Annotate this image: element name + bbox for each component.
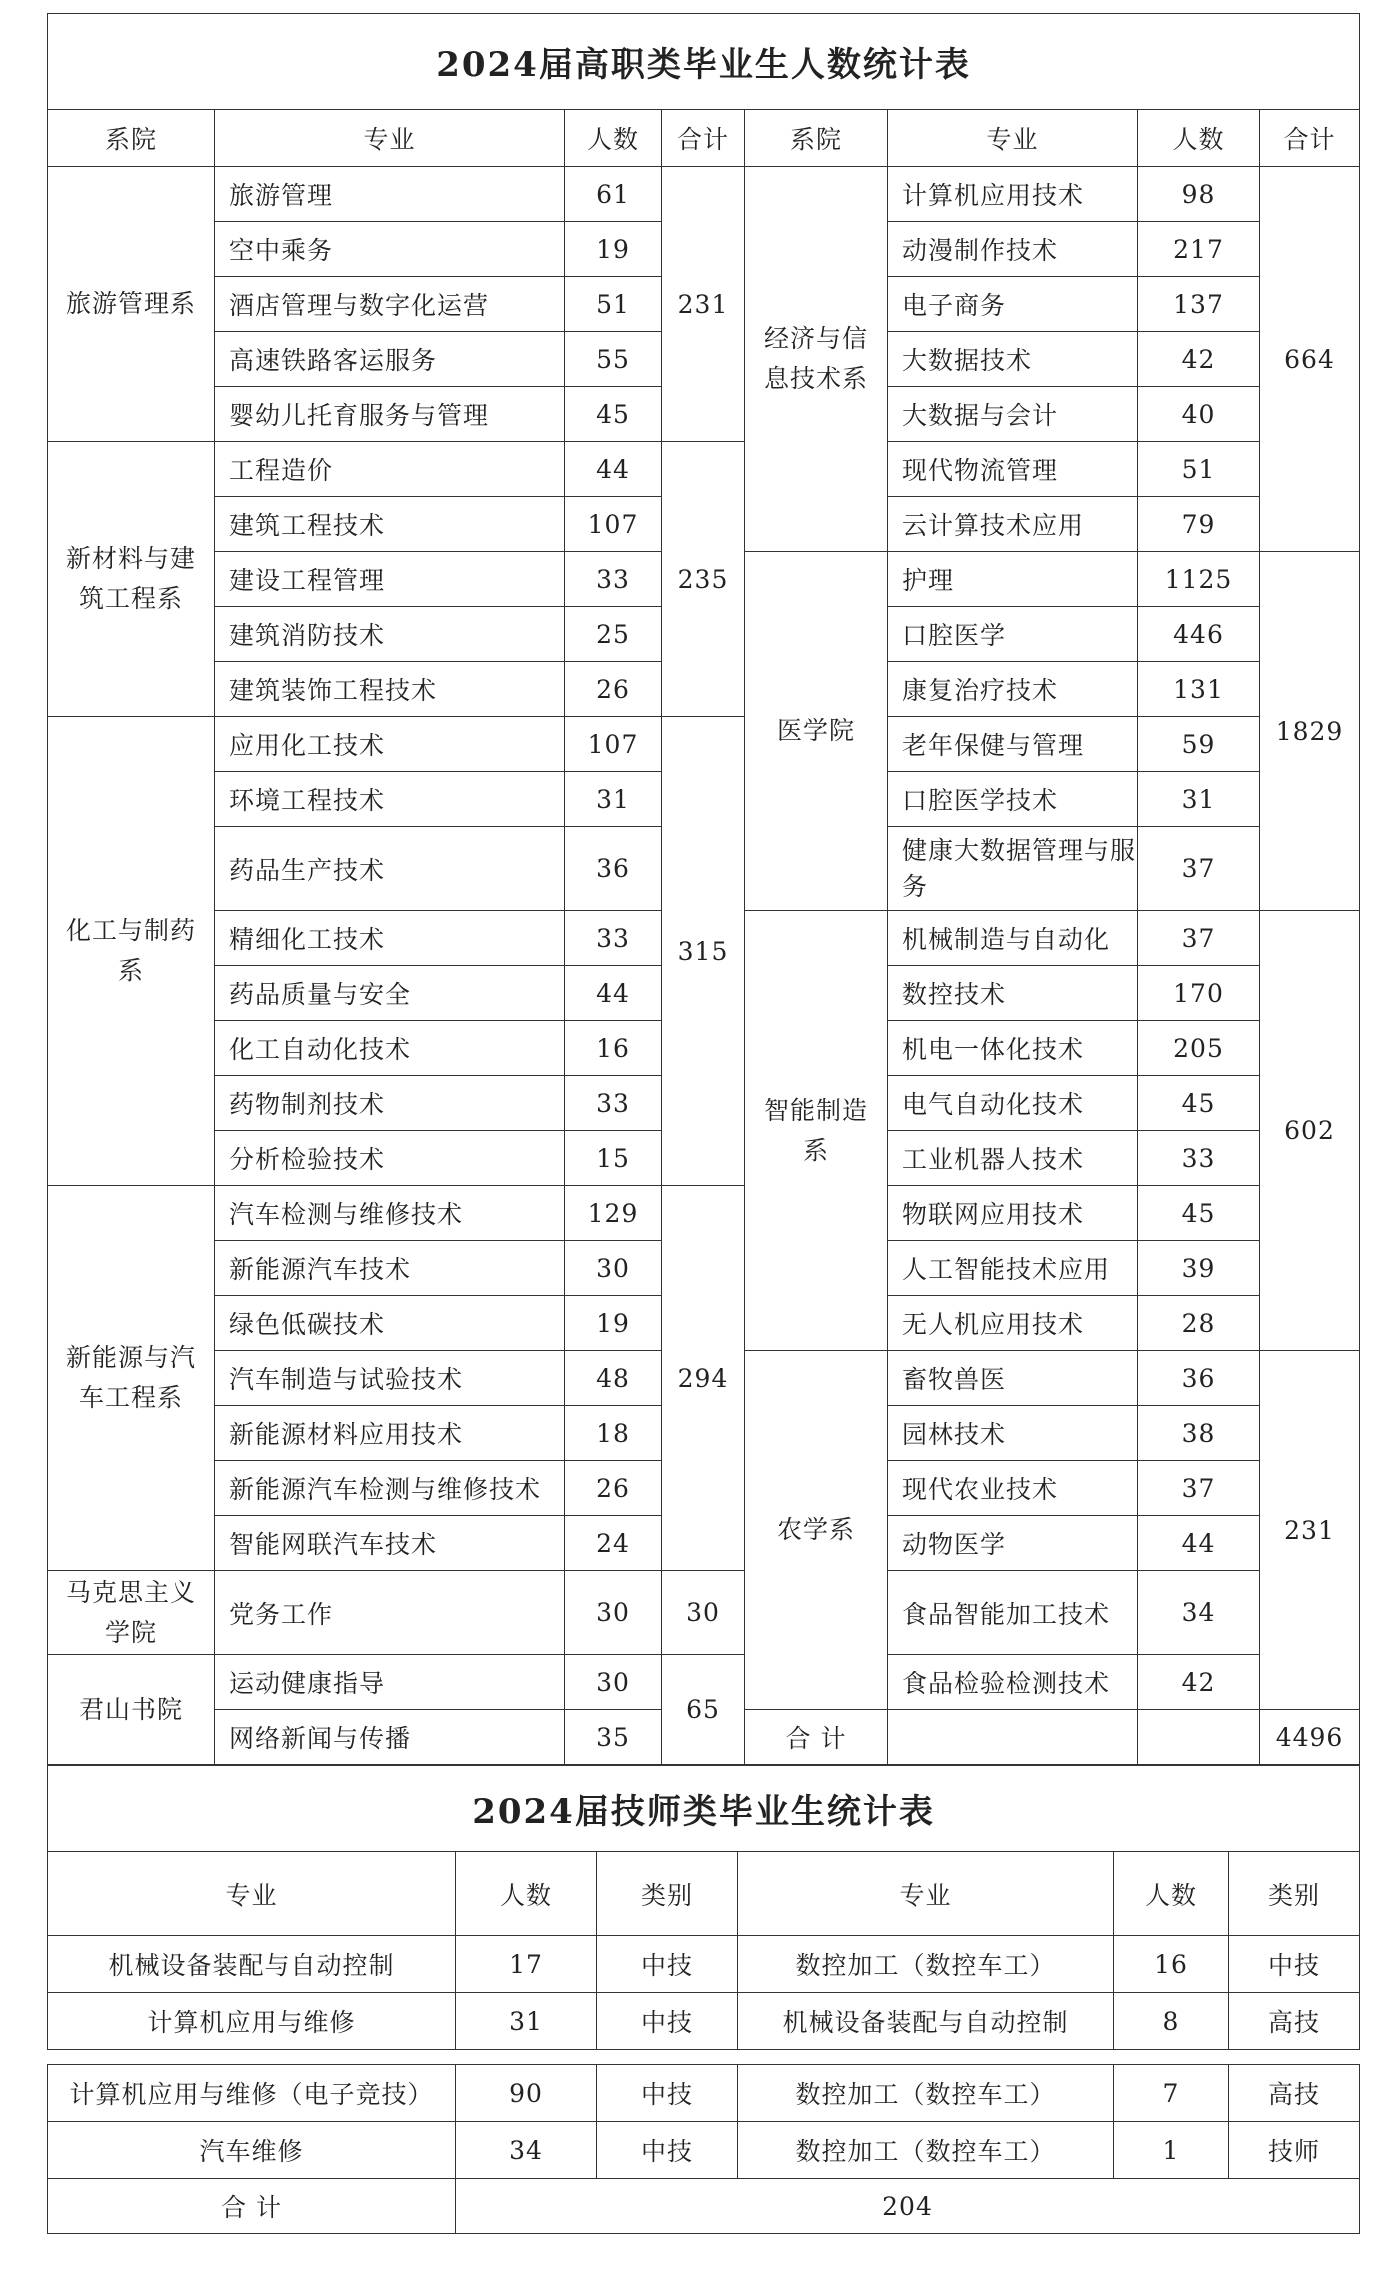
count-cell: 55 <box>565 332 662 387</box>
header-row <box>48 110 1360 167</box>
count-cell: 44 <box>565 966 662 1021</box>
count-cell: 98 <box>1138 167 1260 222</box>
cell: 1 <box>1114 2122 1229 2179</box>
cell: 高技 <box>1229 2065 1360 2122</box>
count-cell: 25 <box>565 607 662 662</box>
count-cell: 1125 <box>1138 552 1260 607</box>
major-cell: 现代物流管理 <box>888 442 1138 497</box>
header-kind: 类别 <box>1229 1852 1360 1936</box>
header-total: 合计 <box>1260 110 1360 167</box>
major-cell: 药品生产技术 <box>215 827 565 911</box>
count-cell: 33 <box>1138 1131 1260 1186</box>
cell: 中技 <box>597 2065 738 2122</box>
total-cell: 1829 <box>1260 552 1360 911</box>
count-cell: 137 <box>1138 277 1260 332</box>
major-cell: 新能源材料应用技术 <box>215 1406 565 1461</box>
dept-cell: 马克思主义学院 <box>48 1571 215 1655</box>
cell: 16 <box>1114 1936 1229 1993</box>
major-cell: 畜牧兽医 <box>888 1351 1138 1406</box>
cell: 计算机应用与维修 <box>48 1993 456 2050</box>
table-row <box>48 1936 1360 1993</box>
major-cell: 应用化工技术 <box>215 717 565 772</box>
count-cell: 39 <box>1138 1241 1260 1296</box>
count-cell: 45 <box>1138 1076 1260 1131</box>
count-cell: 31 <box>565 772 662 827</box>
count-cell: 42 <box>1138 1655 1260 1710</box>
major-cell: 绿色低碳技术 <box>215 1296 565 1351</box>
cell: 数控加工（数控车工） <box>738 1936 1114 1993</box>
header-major: 专业 <box>215 110 565 167</box>
major-cell: 环境工程技术 <box>215 772 565 827</box>
major-cell: 分析检验技术 <box>215 1131 565 1186</box>
empty-cell <box>1138 1710 1260 1765</box>
major-cell: 机电一体化技术 <box>888 1021 1138 1076</box>
count-cell: 59 <box>1138 717 1260 772</box>
major-cell: 护理 <box>888 552 1138 607</box>
cell: 计算机应用与维修（电子竞技） <box>48 2065 456 2122</box>
major-cell: 工业机器人技术 <box>888 1131 1138 1186</box>
total-cell: 231 <box>1260 1351 1360 1710</box>
count-cell: 131 <box>1138 662 1260 717</box>
count-cell: 37 <box>1138 1461 1260 1516</box>
header-total: 合计 <box>662 110 745 167</box>
grand-total-value: 4496 <box>1260 1710 1360 1765</box>
header-row <box>48 1852 1360 1936</box>
count-cell: 34 <box>1138 1571 1260 1655</box>
total-cell: 235 <box>662 442 745 717</box>
major-cell: 大数据与会计 <box>888 387 1138 442</box>
cell: 高技 <box>1229 1993 1360 2050</box>
count-cell: 51 <box>1138 442 1260 497</box>
dept-cell: 智能制造系 <box>745 911 888 1351</box>
major-cell: 建设工程管理 <box>215 552 565 607</box>
major-cell: 运动健康指导 <box>215 1655 565 1710</box>
count-cell: 205 <box>1138 1021 1260 1076</box>
header-dept: 系院 <box>745 110 888 167</box>
count-cell: 48 <box>565 1351 662 1406</box>
header-count: 人数 <box>1114 1852 1229 1936</box>
major-cell: 电子商务 <box>888 277 1138 332</box>
table-row <box>48 442 1360 497</box>
cell: 汽车维修 <box>48 2122 456 2179</box>
count-cell: 18 <box>565 1406 662 1461</box>
major-cell: 网络新闻与传播 <box>215 1710 565 1765</box>
major-cell: 建筑消防技术 <box>215 607 565 662</box>
dept-cell: 经济与信息技术系 <box>745 167 888 552</box>
major-cell: 现代农业技术 <box>888 1461 1138 1516</box>
major-cell: 口腔医学技术 <box>888 772 1138 827</box>
major-cell: 机械制造与自动化 <box>888 911 1138 966</box>
dept-cell: 君山书院 <box>48 1655 215 1765</box>
total-label: 合 计 <box>48 2179 456 2234</box>
major-cell: 新能源汽车检测与维修技术 <box>215 1461 565 1516</box>
major-cell: 无人机应用技术 <box>888 1296 1138 1351</box>
count-cell: 107 <box>565 497 662 552</box>
count-cell: 19 <box>565 1296 662 1351</box>
cell: 17 <box>456 1936 597 1993</box>
count-cell: 38 <box>1138 1406 1260 1461</box>
header-major: 专业 <box>888 110 1138 167</box>
vocational-graduates-table <box>47 13 1360 1765</box>
count-cell: 30 <box>565 1571 662 1655</box>
cell: 90 <box>456 2065 597 2122</box>
count-cell: 45 <box>1138 1186 1260 1241</box>
count-cell: 35 <box>565 1710 662 1765</box>
cell: 中技 <box>597 2122 738 2179</box>
technician-graduates-table-continued <box>47 2064 1360 2234</box>
major-cell: 化工自动化技术 <box>215 1021 565 1076</box>
header-count: 人数 <box>456 1852 597 1936</box>
count-cell: 42 <box>1138 332 1260 387</box>
cell: 31 <box>456 1993 597 2050</box>
major-cell: 精细化工技术 <box>215 911 565 966</box>
table-row <box>48 1993 1360 2050</box>
dept-cell: 新材料与建筑工程系 <box>48 442 215 717</box>
count-cell: 37 <box>1138 827 1260 911</box>
count-cell: 51 <box>565 277 662 332</box>
count-cell: 30 <box>565 1241 662 1296</box>
count-cell: 24 <box>565 1516 662 1571</box>
major-cell: 婴幼儿托育服务与管理 <box>215 387 565 442</box>
technician-graduates-table <box>47 1765 1360 2050</box>
major-cell: 数控技术 <box>888 966 1138 1021</box>
table-row <box>48 2065 1360 2122</box>
count-cell: 40 <box>1138 387 1260 442</box>
major-cell: 物联网应用技术 <box>888 1186 1138 1241</box>
major-cell: 口腔医学 <box>888 607 1138 662</box>
header-dept: 系院 <box>48 110 215 167</box>
major-cell: 工程造价 <box>215 442 565 497</box>
count-cell: 33 <box>565 1076 662 1131</box>
count-cell: 45 <box>565 387 662 442</box>
dept-cell: 医学院 <box>745 552 888 911</box>
major-cell: 党务工作 <box>215 1571 565 1655</box>
major-cell: 酒店管理与数字化运营 <box>215 277 565 332</box>
major-cell: 高速铁路客运服务 <box>215 332 565 387</box>
major-cell: 云计算技术应用 <box>888 497 1138 552</box>
major-cell: 旅游管理 <box>215 167 565 222</box>
major-cell: 电气自动化技术 <box>888 1076 1138 1131</box>
count-cell: 28 <box>1138 1296 1260 1351</box>
major-cell: 建筑装饰工程技术 <box>215 662 565 717</box>
cell: 机械设备装配与自动控制 <box>738 1993 1114 2050</box>
major-cell: 健康大数据管理与服务 <box>888 827 1138 911</box>
table-title: 2024届高职类毕业生人数统计表 <box>48 14 1360 110</box>
cell: 数控加工（数控车工） <box>738 2122 1114 2179</box>
major-cell: 动物医学 <box>888 1516 1138 1571</box>
count-cell: 36 <box>1138 1351 1260 1406</box>
major-cell: 汽车制造与试验技术 <box>215 1351 565 1406</box>
major-cell: 新能源汽车技术 <box>215 1241 565 1296</box>
major-cell: 食品智能加工技术 <box>888 1571 1138 1655</box>
major-cell: 食品检验检测技术 <box>888 1655 1138 1710</box>
empty-cell <box>888 1710 1138 1765</box>
total-cell: 664 <box>1260 167 1360 552</box>
dept-cell: 化工与制药系 <box>48 717 215 1186</box>
major-cell: 园林技术 <box>888 1406 1138 1461</box>
table-row <box>48 1186 1360 1241</box>
count-cell: 19 <box>565 222 662 277</box>
count-cell: 217 <box>1138 222 1260 277</box>
count-cell: 33 <box>565 911 662 966</box>
major-cell: 计算机应用技术 <box>888 167 1138 222</box>
total-cell: 602 <box>1260 911 1360 1351</box>
dept-cell: 农学系 <box>745 1351 888 1710</box>
major-cell: 药物制剂技术 <box>215 1076 565 1131</box>
table-row <box>48 167 1360 222</box>
count-cell: 36 <box>565 827 662 911</box>
count-cell: 37 <box>1138 911 1260 966</box>
count-cell: 31 <box>1138 772 1260 827</box>
cell: 数控加工（数控车工） <box>738 2065 1114 2122</box>
dept-cell: 旅游管理系 <box>48 167 215 442</box>
cell: 中技 <box>1229 1936 1360 1993</box>
table-title: 2024届技师类毕业生统计表 <box>48 1766 1360 1852</box>
grand-total-label: 合 计 <box>745 1710 888 1765</box>
table-row <box>48 2122 1360 2179</box>
count-cell: 33 <box>565 552 662 607</box>
major-cell: 建筑工程技术 <box>215 497 565 552</box>
table-row <box>48 1655 1360 1710</box>
major-cell: 汽车检测与维修技术 <box>215 1186 565 1241</box>
major-cell: 康复治疗技术 <box>888 662 1138 717</box>
major-cell: 老年保健与管理 <box>888 717 1138 772</box>
total-cell: 231 <box>662 167 745 442</box>
count-cell: 61 <box>565 167 662 222</box>
count-cell: 15 <box>565 1131 662 1186</box>
count-cell: 30 <box>565 1655 662 1710</box>
cell: 34 <box>456 2122 597 2179</box>
count-cell: 129 <box>565 1186 662 1241</box>
total-cell: 65 <box>662 1655 745 1765</box>
count-cell: 16 <box>565 1021 662 1076</box>
header-kind: 类别 <box>597 1852 738 1936</box>
major-cell: 大数据技术 <box>888 332 1138 387</box>
cell: 中技 <box>597 1993 738 2050</box>
count-cell: 44 <box>1138 1516 1260 1571</box>
total-row <box>48 2179 1360 2234</box>
count-cell: 26 <box>565 662 662 717</box>
major-cell: 动漫制作技术 <box>888 222 1138 277</box>
total-cell: 315 <box>662 717 745 1186</box>
table-row <box>48 1571 1360 1655</box>
header-count: 人数 <box>1138 110 1260 167</box>
total-cell: 294 <box>662 1186 745 1571</box>
major-cell: 智能网联汽车技术 <box>215 1516 565 1571</box>
count-cell: 26 <box>565 1461 662 1516</box>
count-cell: 446 <box>1138 607 1260 662</box>
header-major: 专业 <box>738 1852 1114 1936</box>
cell: 中技 <box>597 1936 738 1993</box>
cell: 技师 <box>1229 2122 1360 2179</box>
header-count: 人数 <box>565 110 662 167</box>
major-cell: 人工智能技术应用 <box>888 1241 1138 1296</box>
cell: 8 <box>1114 1993 1229 2050</box>
major-cell: 药品质量与安全 <box>215 966 565 1021</box>
cell: 7 <box>1114 2065 1229 2122</box>
total-cell: 30 <box>662 1571 745 1655</box>
count-cell: 79 <box>1138 497 1260 552</box>
count-cell: 107 <box>565 717 662 772</box>
count-cell: 170 <box>1138 966 1260 1021</box>
table-row <box>48 717 1360 772</box>
dept-cell: 新能源与汽车工程系 <box>48 1186 215 1571</box>
count-cell: 44 <box>565 442 662 497</box>
cell: 机械设备装配与自动控制 <box>48 1936 456 1993</box>
total-value: 204 <box>456 2179 1360 2234</box>
header-major: 专业 <box>48 1852 456 1936</box>
major-cell: 空中乘务 <box>215 222 565 277</box>
